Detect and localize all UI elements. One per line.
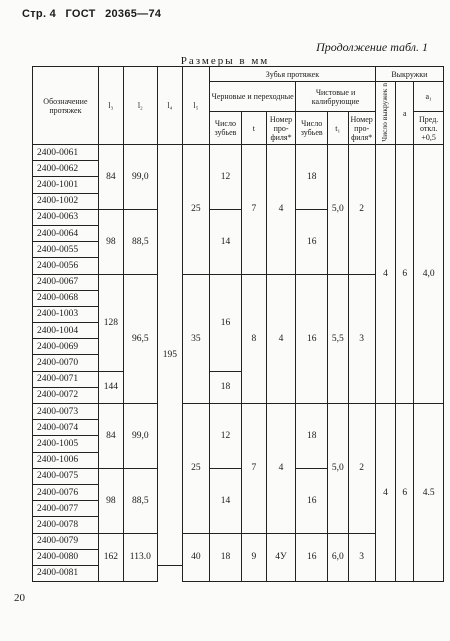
col-rough-teeth: Число зубьев [210, 112, 242, 145]
value-cell: 16 [210, 274, 242, 371]
broach-dimensions-table [32, 66, 444, 582]
value-cell: 96,5 [123, 274, 157, 404]
value-cell: 98 [98, 209, 123, 274]
group-teeth: Зубья протяжек [210, 67, 376, 82]
col-a: a [396, 82, 414, 145]
designation-cell: 2400-0071 [33, 371, 99, 387]
designation-cell: 2400-0067 [33, 274, 99, 290]
col-recess-count: Число выкружек n [375, 82, 395, 145]
col-profile: Номер про- филя* [266, 112, 296, 145]
value-cell: 84 [98, 404, 123, 469]
value-cell: 4,0 [414, 145, 444, 404]
designation-cell: 2400-1005 [33, 436, 99, 452]
value-cell: 99,0 [123, 404, 157, 469]
col-l5: l₅ [182, 67, 209, 145]
value-cell: 113.0 [123, 533, 157, 582]
designation-cell: 2400-0061 [33, 145, 99, 161]
col-designation: Обозначение протяжек [33, 67, 99, 145]
value-cell: 12 [210, 145, 242, 210]
value-cell: 195 [157, 145, 182, 566]
value-cell: 5,0 [328, 145, 348, 275]
designation-cell: 2400-0075 [33, 468, 99, 484]
designation-cell: 2400-1002 [33, 193, 99, 209]
value-cell: 4 [266, 404, 296, 534]
value-cell: 5,5 [328, 274, 348, 404]
designation-cell: 2400-1003 [33, 306, 99, 322]
col-t1: t₁ [328, 112, 348, 145]
col-t: t [241, 112, 266, 145]
value-cell: 9 [241, 533, 266, 582]
value-cell: 12 [210, 404, 242, 469]
designation-cell: 2400-0064 [33, 225, 99, 241]
group-recesses: Выкружки [375, 67, 443, 82]
col-finish-teeth: Число зубьев [296, 112, 328, 145]
standard-number: 20365—74 [105, 8, 162, 20]
value-cell: 4 [266, 145, 296, 275]
value-cell: 88,5 [123, 209, 157, 274]
designation-cell: 2400-0072 [33, 387, 99, 403]
value-cell: 16 [296, 468, 328, 533]
value-cell: 99,0 [123, 145, 157, 210]
value-cell: 162 [98, 533, 123, 582]
value-cell: 3 [348, 533, 375, 582]
col-tolerance: Пред. откл. +0,5 [414, 112, 444, 145]
designation-cell: 2400-0069 [33, 339, 99, 355]
value-cell: 6,0 [328, 533, 348, 582]
designation-cell: 2400-1006 [33, 452, 99, 468]
value-cell: 4У [266, 533, 296, 582]
group-finish: Чистовые и калибрующие [296, 82, 375, 112]
value-cell: 5,0 [328, 404, 348, 534]
value-cell: 18 [296, 404, 328, 469]
designation-cell: 2400-0070 [33, 355, 99, 371]
designation-cell: 2400-0078 [33, 517, 99, 533]
value-cell: 88,5 [123, 468, 157, 533]
designation-cell: 2400-0068 [33, 290, 99, 306]
value-cell: 18 [296, 145, 328, 210]
value-cell: 16 [296, 209, 328, 274]
value-cell: 6 [396, 404, 414, 582]
page-footer-number: 20 [14, 592, 25, 604]
value-cell: 4.5 [414, 404, 444, 582]
designation-cell: 2400-0076 [33, 484, 99, 500]
col-l2: l₂ [123, 67, 157, 145]
group-rough: Черновые и переходные [210, 82, 296, 112]
designation-cell: 2400-0056 [33, 258, 99, 274]
col-l4: l₄ [157, 67, 182, 145]
designation-cell: 2400-0074 [33, 420, 99, 436]
units-caption: Размеры в мм [180, 55, 270, 67]
designation-cell: 2400-0080 [33, 549, 99, 565]
value-cell: 18 [210, 371, 242, 403]
designation-cell: 2400-1001 [33, 177, 99, 193]
value-cell: 14 [210, 468, 242, 533]
value-cell: 144 [98, 371, 123, 403]
col-l3: l₃ [98, 67, 123, 145]
value-cell: 3 [348, 274, 375, 404]
designation-cell: 2400-0063 [33, 209, 99, 225]
designation-cell: 2400-0055 [33, 242, 99, 258]
page-header [22, 8, 167, 20]
value-cell: 2 [348, 404, 375, 534]
designation-cell: 2400-0062 [33, 161, 99, 177]
designation-cell: 2400-0079 [33, 533, 99, 549]
value-cell: 16 [296, 274, 328, 404]
value-cell: 35 [182, 274, 209, 404]
value-cell: 7 [241, 404, 266, 534]
value-cell: 4 [266, 274, 296, 404]
standard-label: ГОСТ [65, 8, 96, 20]
value-cell: 8 [241, 274, 266, 404]
value-cell: 4 [375, 145, 395, 404]
col-profile-2: Номер про- филя* [348, 112, 375, 145]
value-cell: 25 [182, 404, 209, 534]
designation-cell: 2400-0081 [33, 565, 99, 581]
designation-cell: 2400-0073 [33, 404, 99, 420]
value-cell: 84 [98, 145, 123, 210]
value-cell: 7 [241, 145, 266, 275]
value-cell: 14 [210, 209, 242, 274]
value-cell: 2 [348, 145, 375, 275]
col-a1: a₁ [414, 82, 444, 112]
value-cell: 4 [375, 404, 395, 582]
designation-cell: 2400-1004 [33, 323, 99, 339]
value-cell: 40 [182, 533, 209, 582]
value-cell: 18 [210, 533, 242, 582]
value-cell: 6 [396, 145, 414, 404]
value-cell: 25 [182, 145, 209, 275]
value-cell: 128 [98, 274, 123, 371]
designation-cell: 2400-0077 [33, 501, 99, 517]
value-cell: 16 [296, 533, 328, 582]
value-cell: 98 [98, 468, 123, 533]
page-number: Стр. 4 [22, 8, 57, 20]
table-continuation: Продолжение табл. 1 [316, 40, 428, 54]
